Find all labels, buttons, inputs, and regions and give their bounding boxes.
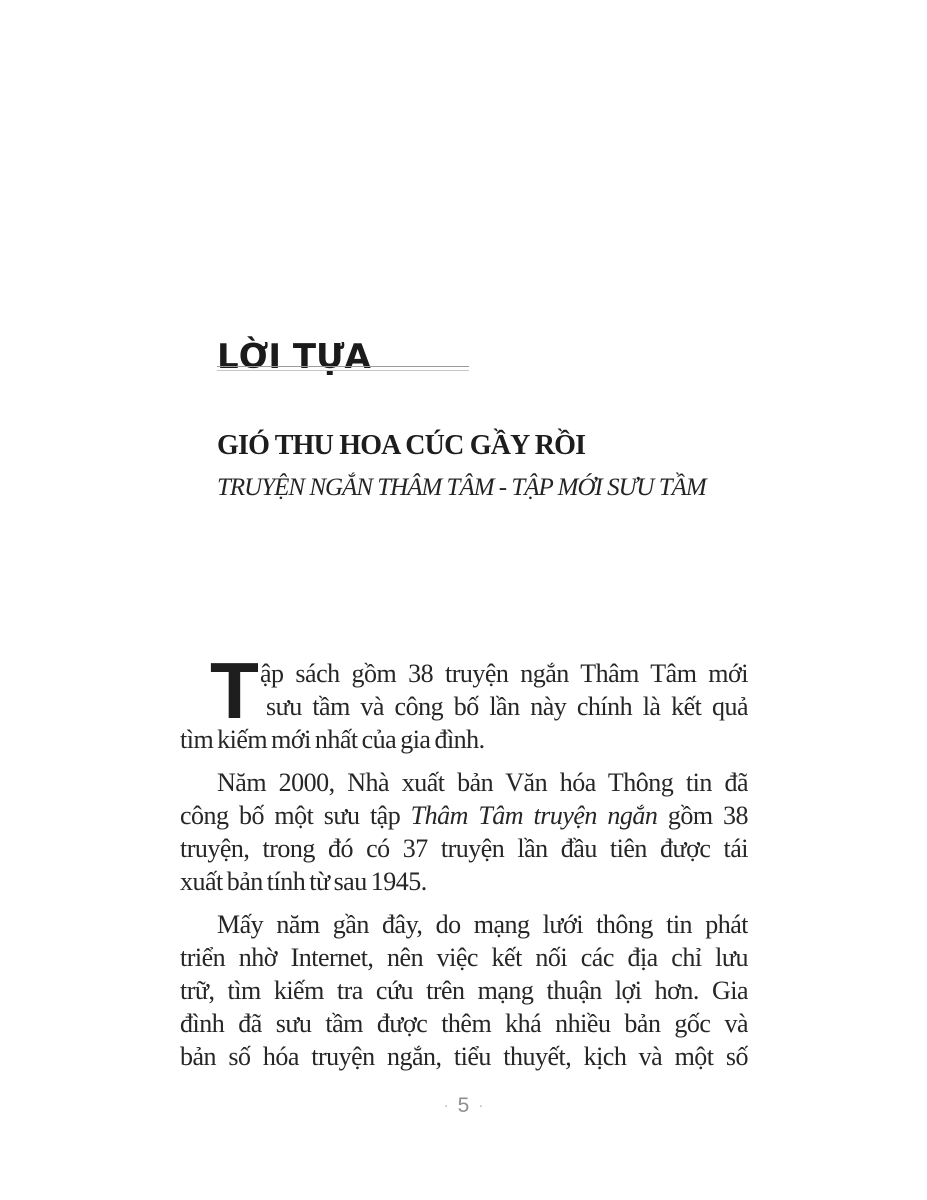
paragraph-2-line-2-after: gồm 38 [657,801,748,830]
paragraph-1-line-2: sưu tầm và công bố lần này chính là kết quả [266,692,748,721]
paragraph-3 [180,908,748,1073]
paragraph-3-line-2: triển nhờ Internet, nên việc kết nối các địa chỉ lưu [180,943,748,972]
referenced-book-title: Thâm Tâm truyện ngắn [410,801,658,830]
paragraph-1 [180,646,748,756]
paragraph-1-line-1: ập sách gồm 38 truyện ngắn Thâm Tâm mới [260,659,748,688]
paragraph-3-line-3: trữ, tìm kiếm tra cứu trên mạng thuận lợi hơn. Gia [180,976,748,1005]
paragraph-2-line-3: truyện, trong đó có 37 truyện lần đầu tiên được tái [180,834,748,863]
paragraph-3-line-5: bản số hóa truyện ngắn, tiểu thuyết, kịch và một số [180,1042,748,1071]
page-number-left-dot: · [443,1097,449,1114]
body-text [180,646,748,1083]
paragraph-3-line-4: đình đã sưu tầm được thêm khá nhiều bản gốc và [180,1009,748,1038]
drop-cap: T [210,646,259,735]
paragraph-2-line-4: xuất bản tính từ sau 1945. [180,867,427,896]
page-number [0,1095,927,1116]
paragraph-2-line-2 [180,799,748,832]
page-number-right-dot: · [478,1097,484,1114]
chapter-title: LỜI TỰA [217,336,371,377]
page-number-value: 5 [457,1094,470,1117]
paragraph-3-line-1: Mấy năm gần đây, do mạng lưới thông tin phát [217,910,748,939]
paragraph-1-line-3: tìm kiếm mới nhất của gia đình. [180,725,485,754]
book-title-heading: GIÓ THU HOA CÚC GẦY RỒI [217,430,586,462]
paragraph-2-line-1: Năm 2000, Nhà xuất bản Văn hóa Thông tin đã [217,768,748,797]
book-subtitle: TRUYỆN NGẮN THÂM TÂM - TẬP MỚI SƯU TẦM [217,474,706,501]
paragraph-2 [180,766,748,898]
paragraph-2-line-2-before: công bố một sưu tập [180,801,411,830]
title-divider-rule [217,366,469,371]
